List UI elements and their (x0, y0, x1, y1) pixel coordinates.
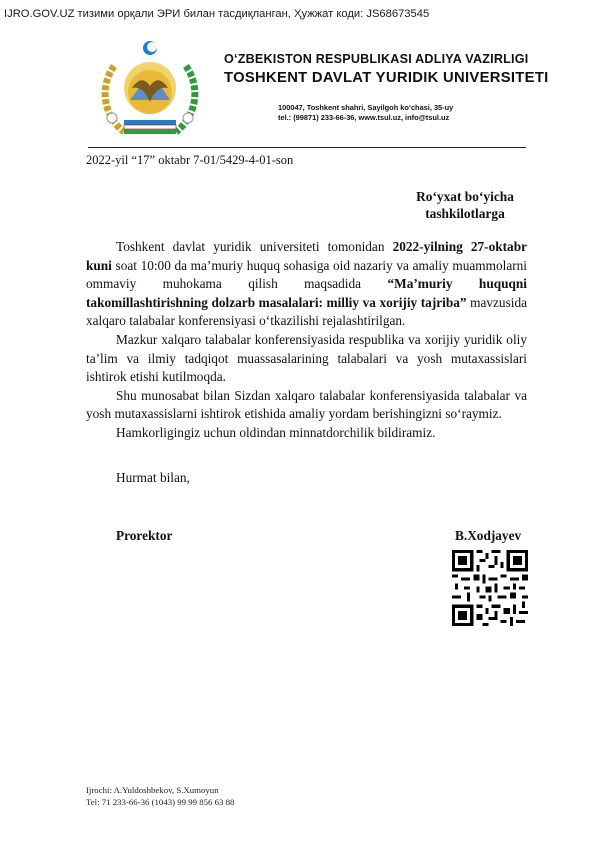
contact-line: tel.: (99871) 233-66-36, www.tsul.uz, info@tsul.uz (278, 113, 450, 122)
footer (86, 784, 234, 808)
conference-date: 2022-yilning 27-oktabr kuni (86, 239, 527, 273)
recipient-line-2: tashkilotlarga (425, 206, 505, 221)
verification-banner: IJRO.GOV.UZ тизими орқали ЭРИ билан тасдиқланган, Ҳужжат коди: JS68673545 (4, 8, 430, 20)
state-emblem-icon (94, 36, 206, 146)
letter-body (86, 238, 527, 443)
paragraph-participants: Mazkur xalqaro talabalar konferensiyasida respublika va xorijiy yuridik oliy ta’lim va ilmiy tadqiqot muassasalarining talabalari va yosh mutaxassislari ishtirok etishi kutilmoqda. (86, 331, 527, 385)
recipient-block (404, 188, 526, 222)
closing-phrase: Hurmat bilan, (116, 470, 190, 485)
paragraph-request: Shu munosabat bilan Sizdan xalqaro talabalar konferensiyasida talabalar va yosh mutaxassislarni ishtirok etishida amaliy yordam berishingizni so‘raymiz. (86, 387, 527, 422)
executors-line: Ijrochi: A.Yuldoshbekov, S.Xumoyun (86, 785, 219, 795)
address-line: 100047, Toshkent shahri, Sayilgoh ko‘chasi, 35-uy (278, 103, 454, 112)
text-run: Toshkent davlat yuridik universiteti tomonidan (116, 239, 393, 254)
paragraph-thanks: Hamkorligingiz uchun oldindan minnatdorchilik bildiramiz. (116, 424, 436, 440)
date-and-reference: 2022-yil “17” oktabr 7-01/5429-4-01-son (86, 153, 294, 167)
ministry-name: O‘ZBEKISTON RESPUBLIKASI ADLIYA VAZIRLIGI (224, 52, 529, 66)
conference-topic: “Ma’muriy huquqni takomillashtirishning dolzarb masalalari: milliy va xorijiy tajriba” (86, 276, 527, 310)
signatory-name: B.Xodjayev (455, 528, 522, 543)
letterhead-address (278, 103, 453, 123)
letterhead-divider (88, 147, 526, 148)
paragraph-intro (86, 238, 527, 331)
text-run: mavzusida xalqaro talabalar konferensiyasi o‘tkazilishi rejalashtirilgan. (86, 294, 527, 329)
signatory-title: Prorektor (116, 528, 173, 543)
text-run: soat 10:00 da ma’muriy huquq sohasiga oid nazariy va amaliy muammolarni ommaviy muhokama qilish maqsadida (86, 257, 527, 292)
qr-code-icon (452, 550, 528, 626)
recipient-line-1: Ro‘yxat bo‘yicha (416, 189, 514, 204)
university-name: TOSHKENT DAVLAT YURIDIK UNIVERSITETI (224, 70, 549, 86)
phone-line: Tel: 71 233-66-36 (1043) 99 99 856 63 88 (86, 797, 235, 807)
